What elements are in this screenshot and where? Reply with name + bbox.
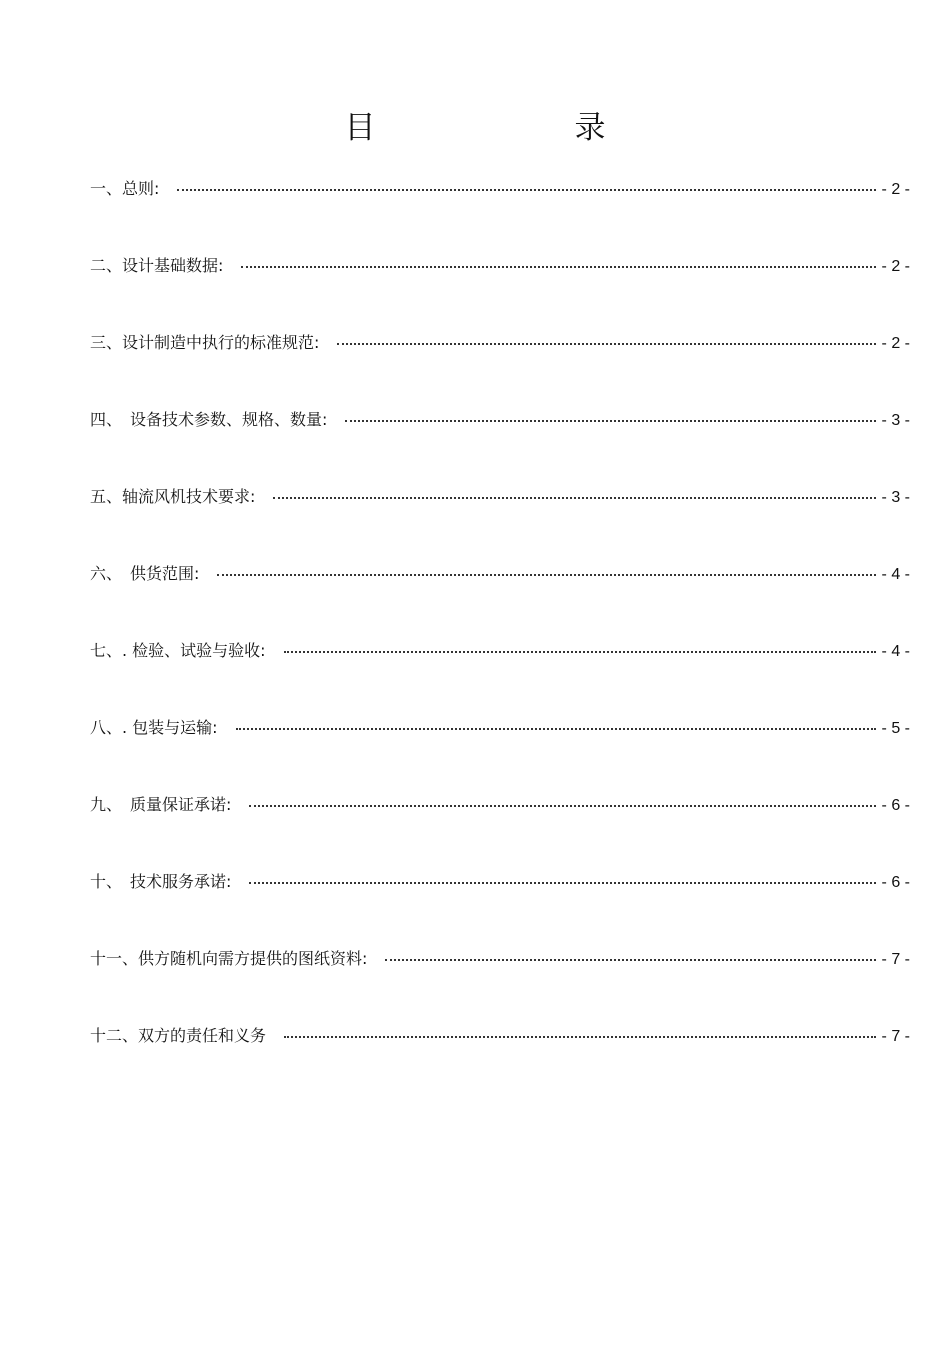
toc-entry-label: 十二、双方的责任和义务 bbox=[90, 1026, 267, 1045]
toc-entry[interactable] bbox=[90, 634, 910, 711]
toc-entry[interactable] bbox=[90, 557, 910, 634]
toc-entry-label: 一、总则: bbox=[90, 179, 160, 198]
toc-entry-page: - 7 - bbox=[881, 951, 910, 968]
toc-entry-page: - 3 - bbox=[881, 489, 910, 506]
toc-entry-page: - 2 - bbox=[881, 181, 910, 198]
page-title: 目 录 bbox=[344, 110, 690, 146]
toc-entry-page: - 7 - bbox=[881, 1028, 910, 1045]
toc-entry-label: 八、. 包装与运输: bbox=[90, 718, 218, 737]
toc-leader-dots bbox=[337, 343, 875, 345]
toc-leader-dots bbox=[241, 266, 875, 268]
toc-entry[interactable] bbox=[90, 1019, 910, 1096]
toc-entry-page: - 4 - bbox=[881, 643, 910, 660]
toc-entry-label: 四、 设备技术参数、规格、数量: bbox=[90, 410, 328, 429]
toc-entry-page: - 2 - bbox=[881, 258, 910, 275]
toc-entry[interactable] bbox=[90, 788, 910, 865]
toc-leader-dots bbox=[217, 574, 875, 576]
toc-entry-label: 九、 质量保证承诺: bbox=[90, 795, 232, 814]
toc-leader-dots bbox=[273, 497, 875, 499]
toc-entry-label: 六、 供货范围: bbox=[90, 564, 200, 583]
toc-leader-dots bbox=[385, 959, 875, 961]
toc-entry-page: - 2 - bbox=[881, 335, 910, 352]
toc-leader-dots bbox=[249, 882, 875, 884]
toc-entry[interactable] bbox=[90, 249, 910, 326]
toc-entry[interactable] bbox=[90, 326, 910, 403]
toc-leader-dots bbox=[345, 420, 875, 422]
toc-entry-label: 十、 技术服务承诺: bbox=[90, 872, 232, 891]
toc-entry-page: - 4 - bbox=[881, 566, 910, 583]
toc-entry[interactable] bbox=[90, 942, 910, 1019]
toc-leader-dots bbox=[236, 728, 876, 730]
toc-entry-label: 五、轴流风机技术要求: bbox=[90, 487, 256, 506]
toc-entry-page: - 5 - bbox=[881, 720, 910, 737]
toc-entry[interactable] bbox=[90, 480, 910, 557]
toc-leader-dots bbox=[284, 1036, 876, 1038]
toc-entry[interactable] bbox=[90, 403, 910, 480]
toc-entry-label: 七、. 检验、试验与验收: bbox=[90, 641, 266, 660]
toc-leader-dots bbox=[177, 189, 875, 191]
toc-entry-label: 三、设计制造中执行的标准规范: bbox=[90, 333, 320, 352]
toc-entry-page: - 6 - bbox=[881, 797, 910, 814]
toc-entry-page: - 6 - bbox=[881, 874, 910, 891]
toc-entry[interactable] bbox=[90, 711, 910, 788]
toc-leader-dots bbox=[249, 805, 875, 807]
toc-entry[interactable] bbox=[90, 865, 910, 942]
toc-entry-label: 十一、供方随机向需方提供的图纸资料: bbox=[90, 949, 368, 968]
table-of-contents bbox=[90, 172, 910, 1096]
toc-entry[interactable] bbox=[90, 172, 910, 249]
toc-entry-page: - 3 - bbox=[881, 412, 910, 429]
toc-entry-label: 二、设计基础数据: bbox=[90, 256, 224, 275]
toc-leader-dots bbox=[284, 651, 876, 653]
